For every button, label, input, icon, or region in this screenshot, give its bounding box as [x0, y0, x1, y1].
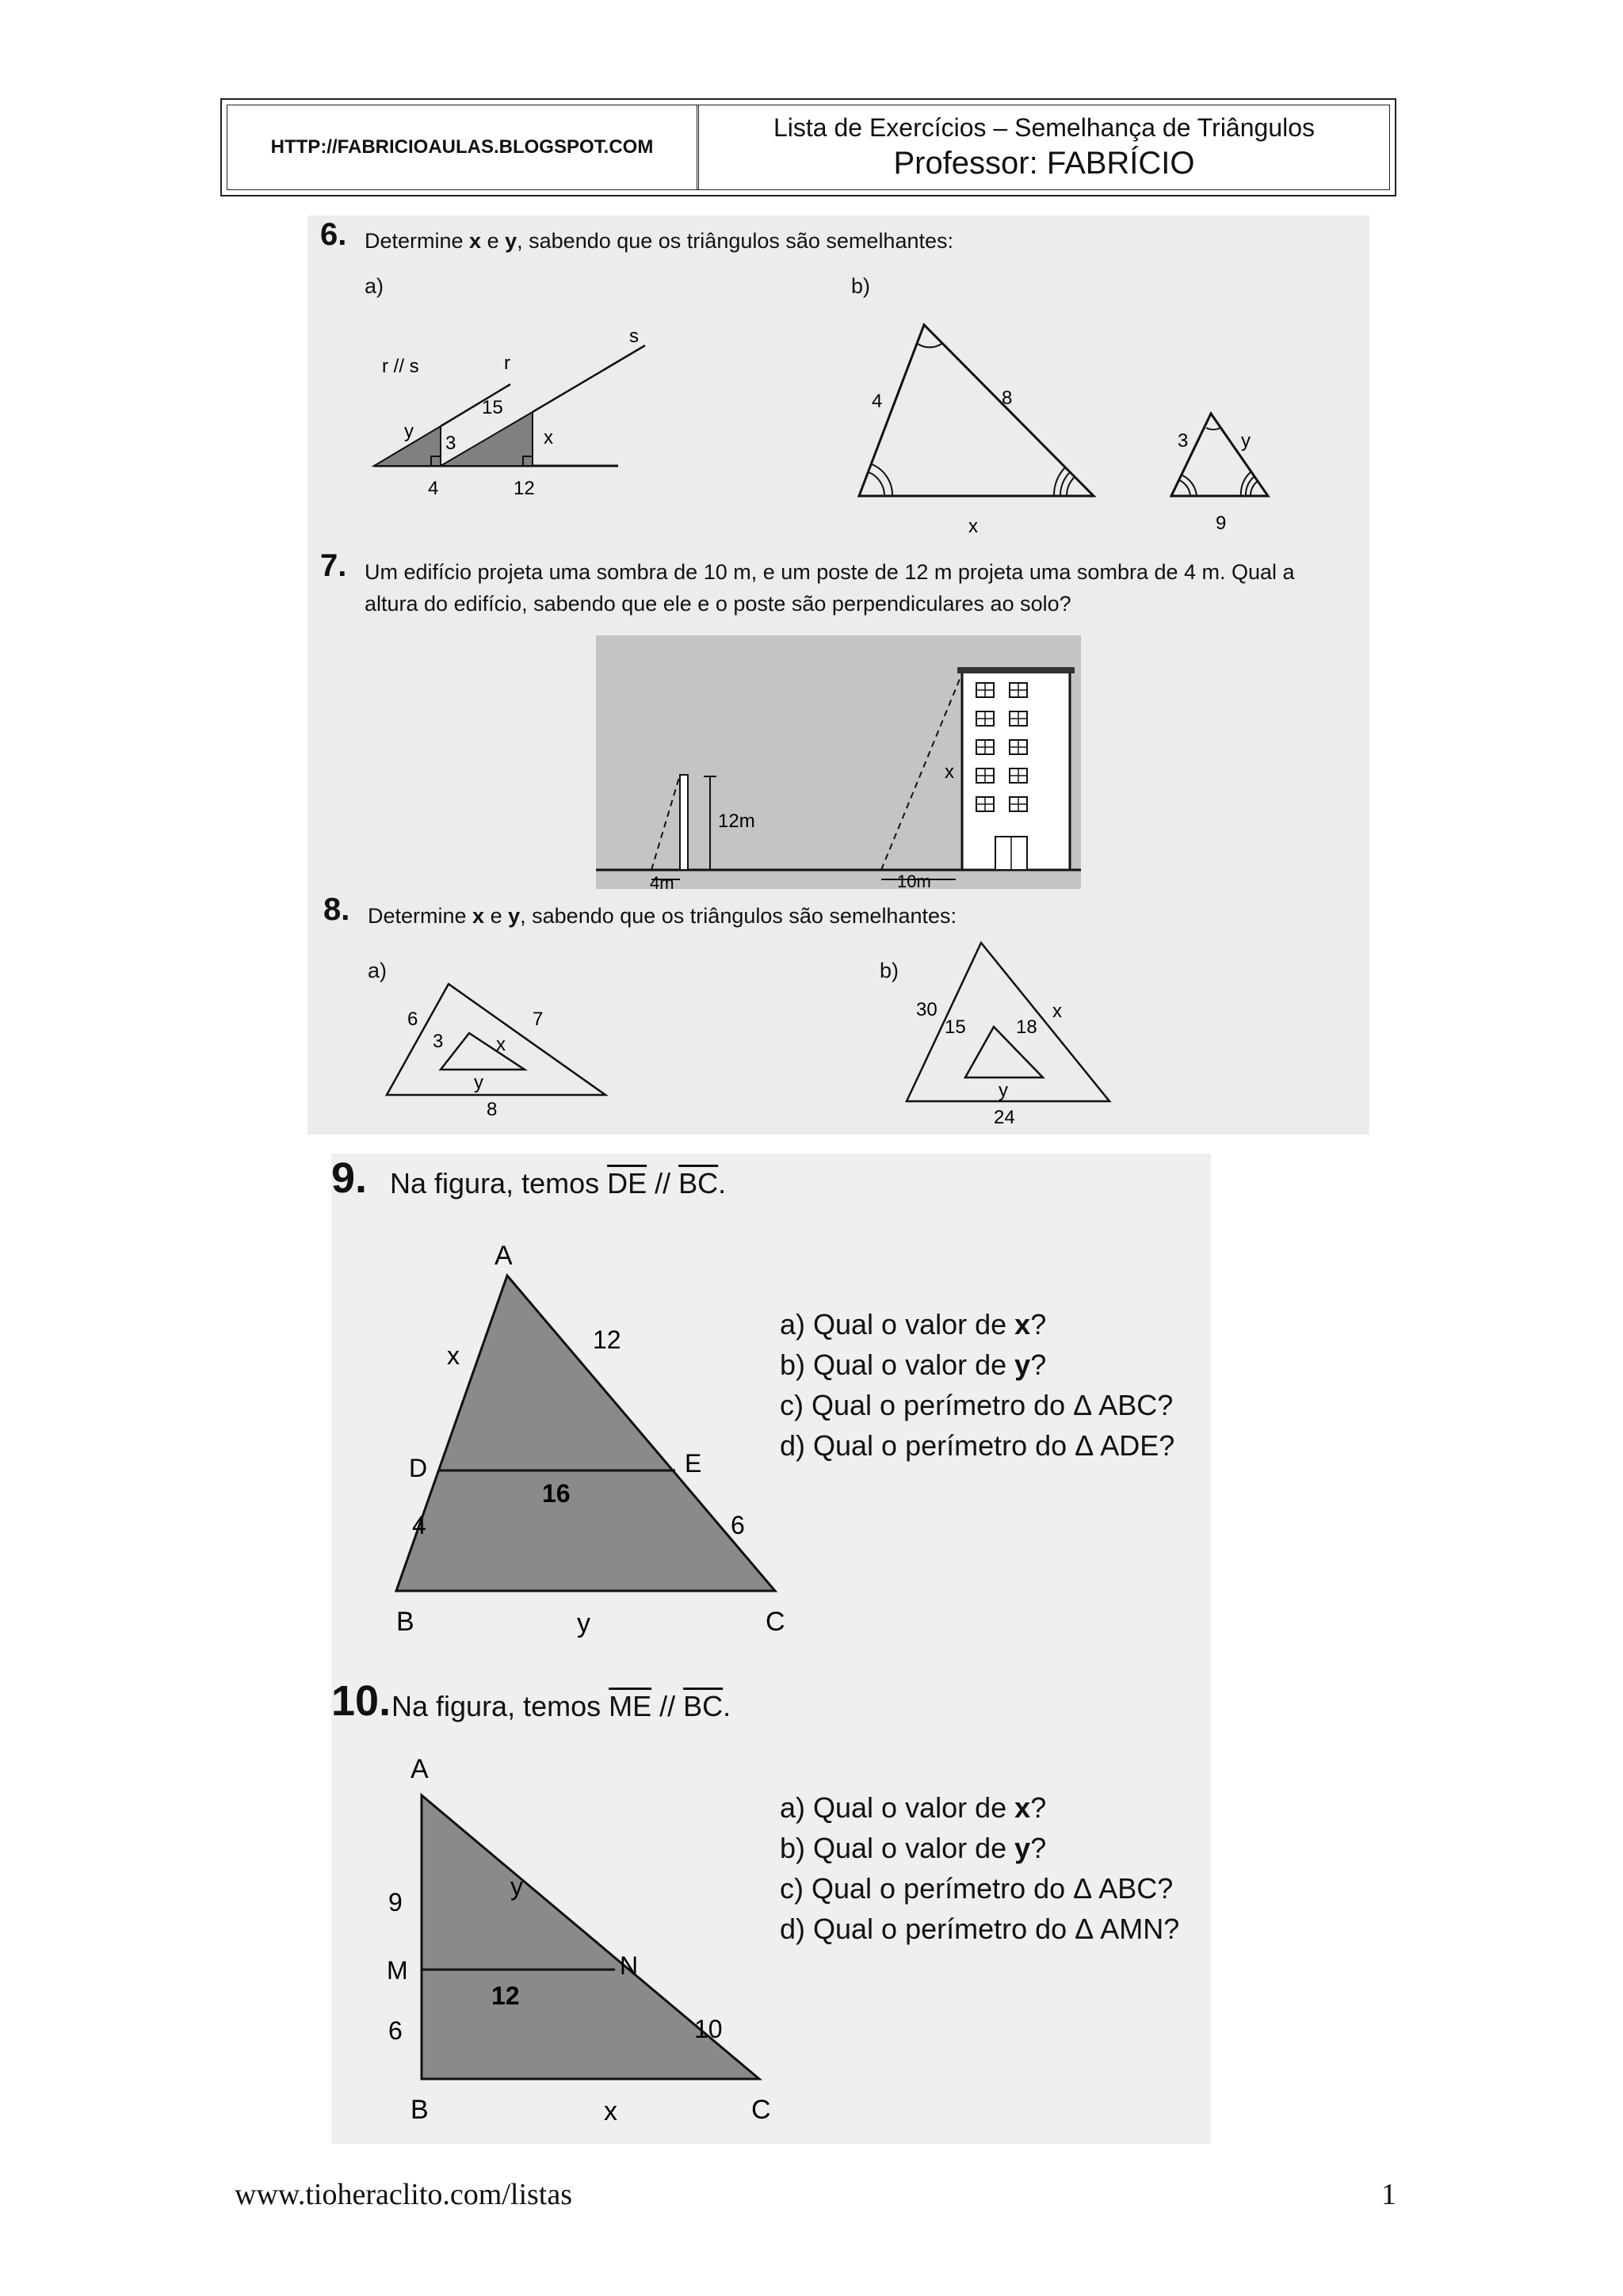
q8-text-post: , sabendo que os triângulos são semelhantes: [520, 904, 957, 928]
q8-text-pre: Determine [368, 904, 473, 928]
q9-item-a: a) Qual o valor de x? [780, 1308, 1047, 1341]
q9-label-12: 12 [593, 1325, 621, 1354]
q10-label-M: M [387, 1956, 408, 1985]
q6a-label-y: y [404, 421, 414, 442]
q10-seg-me: $\overline{ME}$ [609, 1690, 652, 1722]
q6a-label-r: r [504, 353, 510, 374]
q6-text-post: , sabendo que os triângulos são semelhantes: [517, 229, 954, 253]
q9-label-D: D [409, 1454, 428, 1482]
q9-item-d: d) Qual o perímetro do Δ ADE? [780, 1429, 1175, 1462]
q6a-label-rs: r // s [382, 356, 419, 377]
q8b-label-18: 18 [1016, 1016, 1037, 1038]
q7-figure [596, 635, 1081, 893]
q9-label-B: B [396, 1607, 414, 1637]
q6-text-pre: Determine [365, 229, 470, 253]
q10-statement [391, 1686, 731, 1727]
q6-statement [365, 225, 953, 257]
q8b-label-y: y [999, 1080, 1008, 1101]
q9-label-16: 16 [542, 1479, 571, 1508]
q9-label-6: 6 [731, 1511, 745, 1539]
q6b-label-8: 8 [1002, 387, 1013, 409]
q6a-label-s: s [629, 326, 639, 347]
q9-item-c: c) Qual o perímetro do Δ ABC? [780, 1389, 1174, 1421]
q10-item-b: b) Qual o valor de y? [780, 1832, 1047, 1864]
header-box [220, 98, 1396, 196]
q8-figure-b [894, 932, 1148, 1130]
q6-text-e: e [481, 229, 506, 253]
q6b-label-3: 3 [1178, 430, 1189, 452]
q9-parallel: // [647, 1167, 679, 1199]
q6b-label-9: 9 [1216, 513, 1227, 534]
header-inner [227, 105, 1390, 190]
q6b-label-4: 4 [872, 391, 883, 412]
site-url: HTTP://FABRICIOAULAS.BLOGSPOT.COM [227, 105, 699, 189]
q8-part-b: b) [880, 959, 899, 982]
q8-text-e: e [484, 904, 509, 928]
q6b-label-y: y [1241, 430, 1251, 452]
q8a-label-3: 3 [433, 1031, 444, 1052]
q9-dot: . [718, 1167, 727, 1199]
q10-item-c: c) Qual o perímetro do Δ ABC? [780, 1872, 1174, 1905]
q6-number: 6. [320, 217, 347, 252]
q6a-label-4: 4 [428, 478, 439, 499]
q9-item-b: b) Qual o valor de y? [780, 1348, 1047, 1381]
q10-item-a: a) Qual o valor de x? [780, 1791, 1047, 1824]
q8a-label-x: x [496, 1034, 506, 1055]
q10-text: Na figura, temos [391, 1690, 609, 1722]
q9-figure [347, 1233, 791, 1661]
q6a-label-x: x [544, 427, 553, 448]
q9-number: 9. [331, 1154, 368, 1202]
q8b-label-30: 30 [916, 999, 938, 1020]
q8b-label-x: x [1052, 1001, 1062, 1022]
q8-var-x: x [472, 904, 485, 928]
q6-var-y: y [505, 229, 517, 253]
q8a-label-y: y [474, 1072, 483, 1093]
q7-line2: altura do edifício, sabendo que ele e o poste são perpendiculares ao solo? [365, 592, 1071, 616]
q6a-label-12: 12 [514, 478, 535, 499]
worksheet-subtitle: Lista de Exercícios – Semelhança de Triângulos [773, 113, 1316, 142]
q6-figure-a [355, 326, 767, 501]
footer-url[interactable]: www.tioheraclito.com/listas [235, 2178, 572, 2211]
q10-number: 10. [331, 1677, 391, 1725]
q6a-label-3: 3 [445, 433, 456, 454]
q6-var-x: x [469, 229, 482, 253]
q7-line1: Um edifício projeta uma sombra de 10 m, e um poste de 12 m projeta uma sombra de 4 m. Qual a [365, 560, 1295, 584]
q10-label-N: N [620, 1951, 639, 1980]
q9-seg-bc: $\overline{BC}$ [678, 1167, 719, 1199]
q8-figure-a [384, 968, 653, 1119]
q9-label-E: E [685, 1449, 702, 1478]
q9-text: Na figura, temos [390, 1167, 608, 1199]
q10-dot: . [723, 1690, 731, 1722]
header-title-block [699, 105, 1389, 189]
exercise-panel-2 [331, 1154, 1211, 2144]
q9-label-x: x [447, 1341, 460, 1370]
q9-label-y: y [577, 1608, 590, 1638]
q8a-label-6: 6 [407, 1009, 418, 1030]
q10-label-12: 12 [491, 1981, 520, 2010]
q10-label-9: 9 [388, 1888, 403, 1917]
q7-label-x: x [945, 761, 954, 783]
q7-label-12m: 12m [718, 810, 755, 832]
q10-seg-bc: $\overline{BC}$ [683, 1690, 724, 1722]
professor-name: Professor: FABRÍCIO [893, 146, 1195, 181]
q9-label-A: A [495, 1241, 513, 1271]
q8a-label-8: 8 [487, 1099, 498, 1120]
q8-part-a: a) [368, 959, 388, 982]
q10-item-d: d) Qual o perímetro do Δ AMN? [780, 1913, 1180, 1945]
q9-questions [780, 1304, 1174, 1466]
q9-statement [390, 1163, 726, 1204]
q7-label-4m: 4m [650, 873, 674, 893]
q9-label-C: C [766, 1607, 785, 1637]
q7-number: 7. [320, 548, 347, 583]
q7-label-10m: 10m [897, 871, 931, 891]
q8-var-y: y [508, 904, 521, 928]
q8b-label-24: 24 [994, 1107, 1015, 1128]
q6-part-b: b) [851, 274, 871, 298]
q9-label-4: 4 [412, 1511, 426, 1539]
q6b-label-x: x [968, 516, 978, 537]
q10-questions [780, 1787, 1179, 1949]
q8-number: 8. [323, 892, 350, 927]
q10-label-y: y [510, 1872, 523, 1901]
q6-part-a: a) [365, 274, 384, 298]
q10-figure [363, 1740, 807, 2136]
q10-parallel: // [651, 1690, 684, 1722]
q10-label-A: A [411, 1754, 429, 1784]
q10-label-6: 6 [388, 2016, 403, 2045]
q10-label-C: C [751, 2095, 771, 2125]
exercise-panel-1 [307, 215, 1369, 1135]
page-number: 1 [1381, 2178, 1396, 2211]
q10-label-x: x [604, 2096, 617, 2126]
q6a-label-15: 15 [482, 397, 503, 418]
q8-statement [368, 900, 957, 932]
q6-figure-b [854, 303, 1346, 537]
q10-label-10: 10 [694, 2015, 723, 2043]
q9-seg-de: $\overline{DE}$ [607, 1167, 647, 1199]
q8a-label-7: 7 [533, 1009, 544, 1030]
q8b-label-15: 15 [945, 1016, 966, 1038]
q10-label-B: B [411, 2095, 429, 2125]
